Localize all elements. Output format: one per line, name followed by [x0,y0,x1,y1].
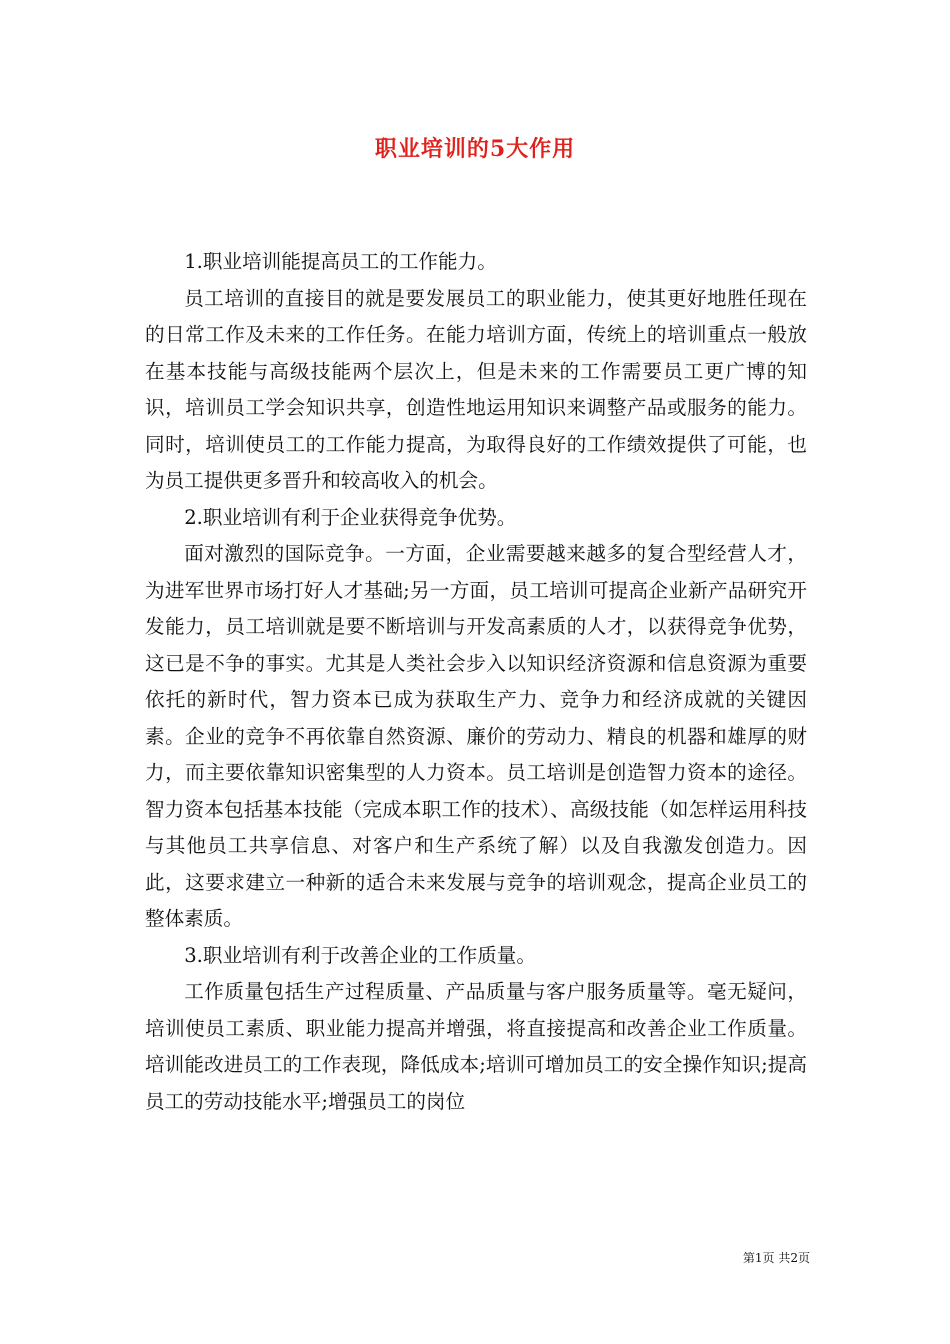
paragraph-3: 工作质量包括生产过程质量、产品质量与客户服务质量等。毫无疑问，培训使员工素质、职业能力提高并增强，将直接提高和改善企业工作质量。培训能改进员工的工作表现，降低成本;培训可增加员工的安全操作知识;提高员工的劳动技能水平;增强员工的岗位 [145,980,807,1113]
section-heading-2: 2.职业培训有利于企业获得竞争优势。 [184,505,517,529]
paragraph-2: 面对激烈的国际竞争。一方面，企业需要越来越多的复合型经营人才，为进军世界市场打好人才基础;另一方面，员工培训可提高企业新产品研究开发能力，员工培训就是要不断培训与开发高素质的人才，以获得竞争优势，这已是不争的事实。尤其是人类社会步入以知识经济资源和信息资源为重要依托的新时代，智力资本已成为获取生产力、竞争力和经济成就的关键因素。企业的竞争不再依靠自然资源、廉价的劳动力、精良的机器和雄厚的财力，而主要依靠知识密集型的人力资本。员工培训是创造智力资本的途径。智力资本包括基本技能（完成本职工作的技术）、高级技能（如怎样运用科技与其他员工共享信息、对客户和生产系统了解）以及自我激发创造力。因此，这要求建立一种新的适合未来发展与竞争的培训观念，提高企业员工的整体素质。 [145,542,807,930]
page-title: 职业培训的5大作用 [374,136,576,162]
paragraph-1: 员工培训的直接目的就是要发展员工的职业能力，使其更好地胜任现在的日常工作及未来的工作任务。在能力培训方面，传统上的培训重点一般放在基本技能与高级技能两个层次上，但是未来的工作需要员工更广博的知识，培训员工学会知识共享，创造性地运用知识来调整产品或服务的能力。同时，培训使员工的工作能力提高，为取得良好的工作绩效提供了可能，也为员工提供更多晋升和较高收入的机会。 [145,286,807,492]
document-body [145,244,807,1120]
section-heading-3: 3.职业培训有利于改善企业的工作质量。 [184,943,536,967]
page-number: 第1页 共2页 [742,1251,810,1265]
section-heading-1: 1.职业培训能提高员工的工作能力。 [184,250,497,273]
